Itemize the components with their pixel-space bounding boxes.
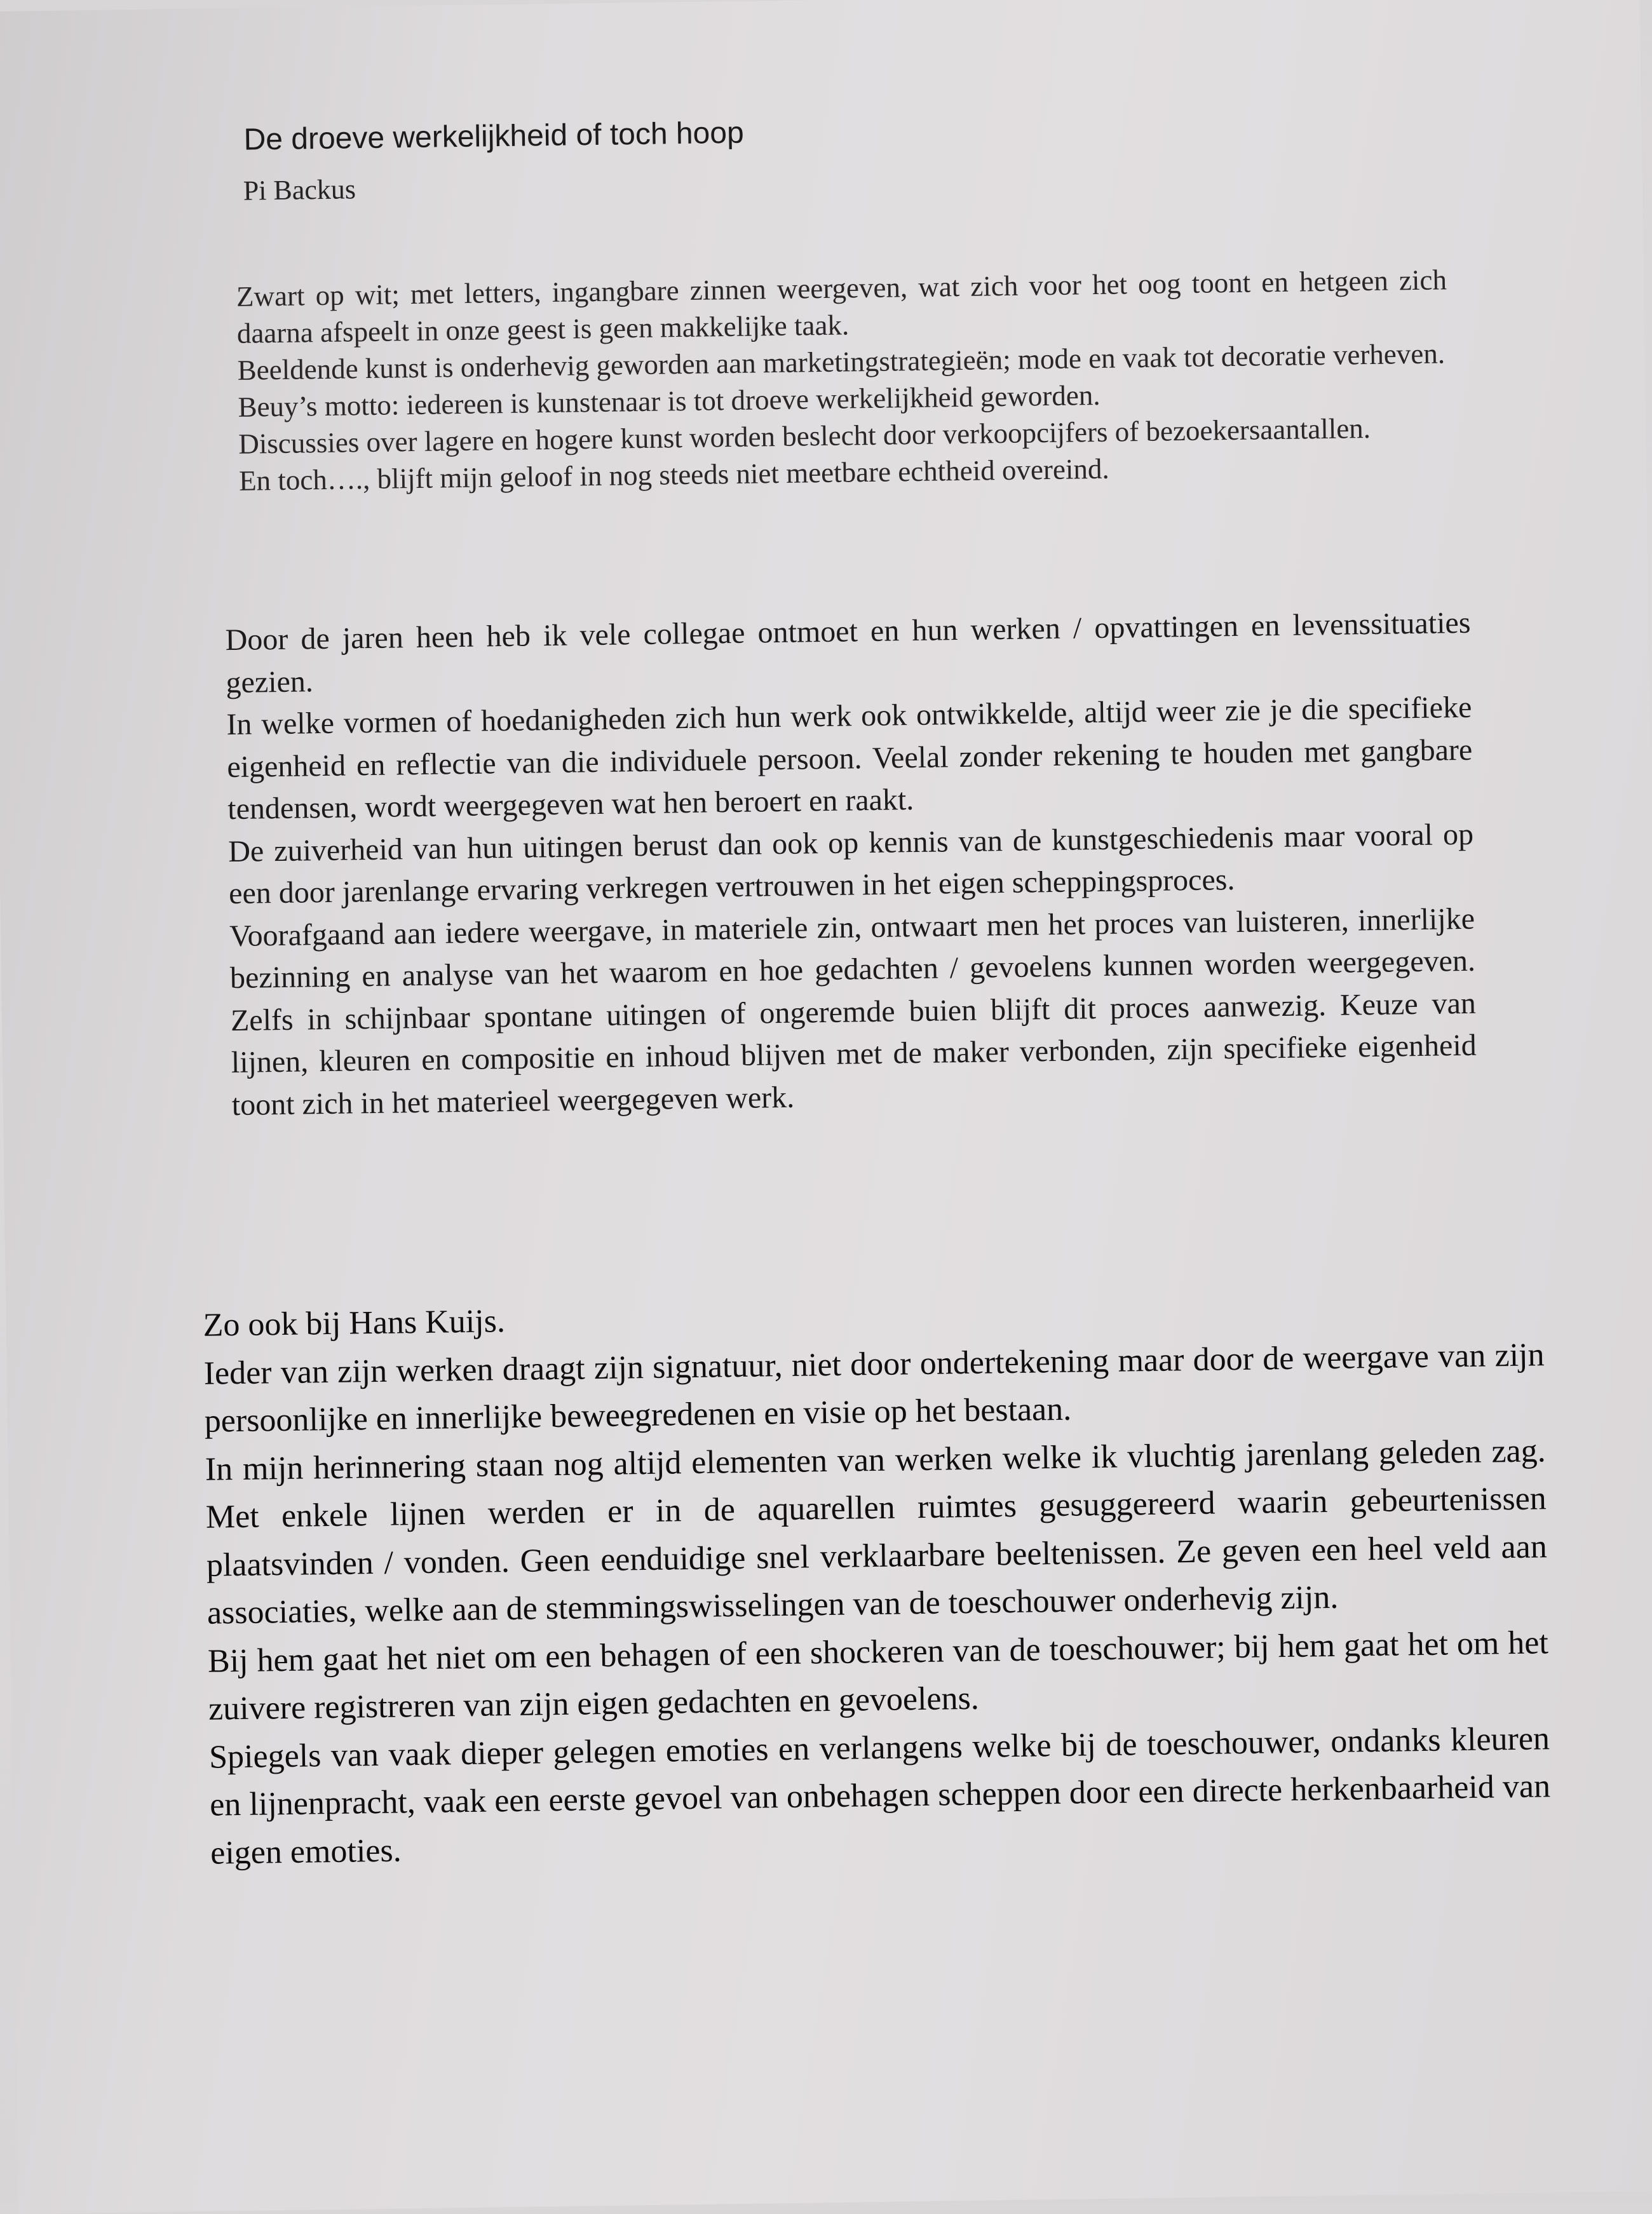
paragraph: Beeldende kunst is onderhevig geworden aan marketingstrategieën; mode en vaak tot decoratie verheven. xyxy=(237,337,1446,386)
paragraph: In mijn herinnering staan nog altijd elementen van werken welke ik vluchtig jarenlang geleden zag. Met enkele lijnen werden er in de aquarellen ruimtes gesuggereerd waarin gebeurtenissen plaatsvinden / vonden. Geen eenduidige snel verklaarbare beeltenissen. Ze geven een heel veld aan associaties, welke aan de stemmingswisselingen van de toeschouwer onderhevig zijn. xyxy=(205,1432,1548,1631)
paragraph: Door de jaren heen heb ik vele collegae ontmoet en hun werken / opvattingen en levenssituaties gezien. xyxy=(225,605,1471,699)
paragraph: Spiegels van vaak dieper gelegen emoties en verlangens welke bij de toeschouwer, ondanks kleuren en lijnenpracht, vaak een eerste gevoel van onbehagen scheppen door een directe herkenbaarheid van eigen emoties. xyxy=(208,1720,1551,1872)
paragraph: Discussies over lagere en hogere kunst worden beslecht door verkoopcijfers of bezoekersaantallen. xyxy=(238,412,1371,460)
section-intro xyxy=(236,261,1450,499)
section-colleagues xyxy=(225,602,1477,1126)
section-hans-kuijs xyxy=(203,1283,1551,1877)
paragraph: En toch…., blijft mijn geloof in nog steeds niet meetbare echtheid overeind. xyxy=(238,452,1109,497)
paragraph: Voorafgaand aan iedere weergave, in materiele zin, ontwaart men het proces van luisteren, innerlijke bezinning en analyse van het waarom en hoe gedachten / gevoelens kunnen worden weergegeven. Zelfs in schijnbaar spontane uitingen of ongeremde buien blijft dit proces aanwezig. Keuze van lijnen, kleuren en compositie en inhoud blijven met de maker verbonden, zijn specifieke eigenheid toont zich in het materieel weergegeven werk. xyxy=(229,901,1477,1122)
paragraph: Zwart op wit; met letters, ingangbare zinnen weergeven, wat zich voor het oog toont en hetgeen zich daarna afspeelt in onze geest is geen makkelijke taak. xyxy=(236,264,1447,349)
paragraph: Zo ook bij Hans Kuijs. xyxy=(203,1303,506,1344)
document-title: De droeve werkelijkheid of toch hoop xyxy=(243,116,745,157)
paragraph: De zuiverheid van hun uitingen berust dan ook op kennis van de kunstgeschiedenis maar vooral op een door jarenlange ervaring verkregen vertrouwen in het eigen scheppingsproces. xyxy=(227,817,1474,911)
author-name: Pi Backus xyxy=(243,173,356,206)
paragraph: In welke vormen of hoedanigheden zich hun werk ook ontwikkelde, altijd weer zie je die specifieke eigenheid en reflectie van die individuele persoon. Veelal zonder rekening te houden met gangbare tendensen, wordt weergegeven wat hen beroert en raakt. xyxy=(226,690,1473,827)
paragraph: Bij hem gaat het niet om een behagen of een shockeren van de toeschouwer; bij hem gaat het om het zuivere registreren van zijn eigen gedachten en gevoelens. xyxy=(207,1624,1549,1727)
paragraph: Beuy’s motto: iedereen is kunstenaar is tot droeve werkelijkheid geworden. xyxy=(238,379,1100,423)
paragraph: Ieder van zijn werken draagt zijn signatuur, niet door ondertekening maar door de weergave van zijn persoonlijke en innerlijke beweegredenen en visie op het bestaan. xyxy=(203,1336,1545,1440)
